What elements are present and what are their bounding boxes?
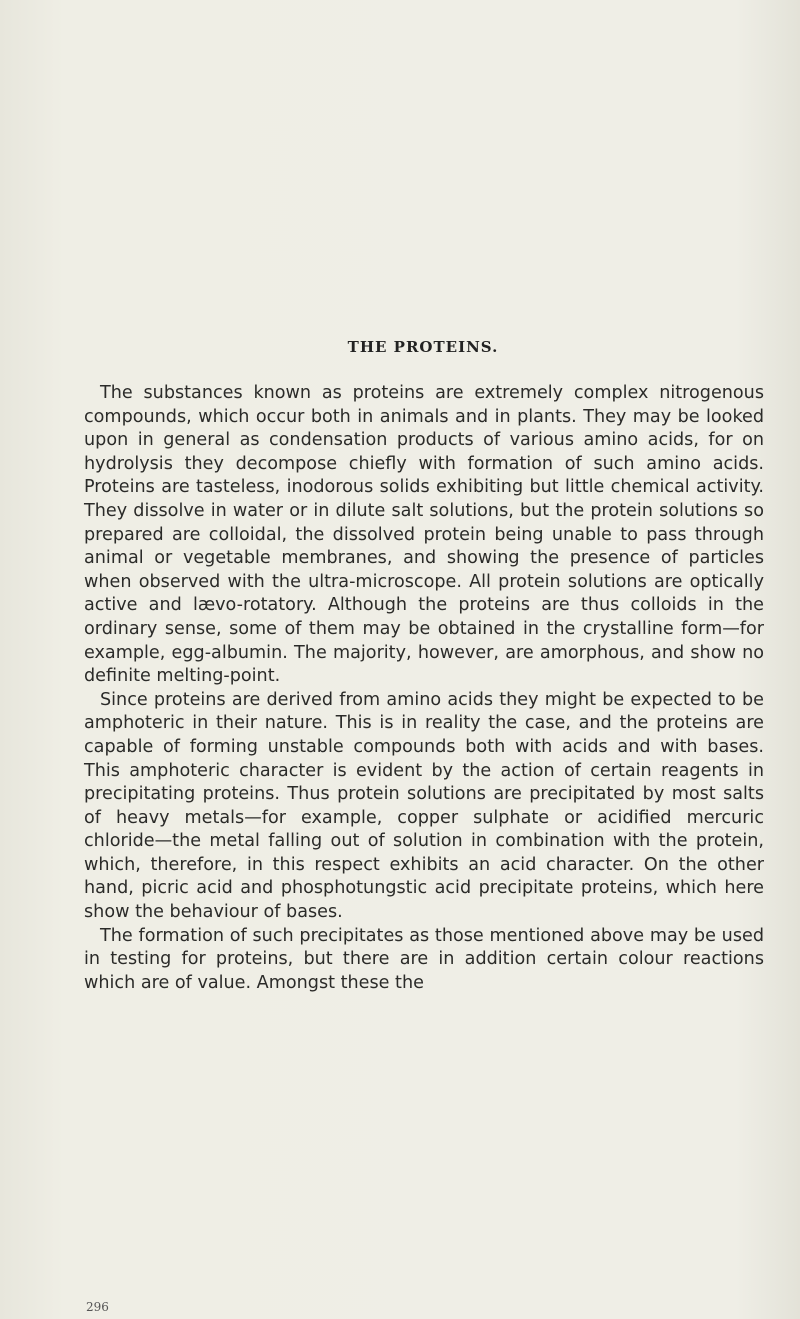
paragraph-2: Since proteins are derived from amino acids they might be expected to be amphoteric in their nature. This is in reality the case, and the proteins are capable of forming unstable compounds both with acids and with bases. This amphoteric character is evident by the action of certain reagents in precipitating proteins. Thus protein solutions are precipitated by most salts of heavy metals—for example, copper sulphate or acidified mercuric chloride—the metal falling out of solution in combination with the protein, which, therefore, in this respect exhibits an acid character. On the other hand, picric acid and phosphotungstic acid precipitate proteins, which here show the behaviour of bases.	[84, 689, 764, 923]
paragraph-3: The formation of such precipitates as those mentioned above may be used in testing for proteins, but there are in addition certain colour reactions which are of value. Amongst these the	[84, 925, 764, 993]
page-number: 296	[86, 1300, 109, 1314]
chapter-title: THE PROTEINS.	[347, 338, 499, 356]
paragraph-1: The substances known as proteins are extremely complex nitrogenous compounds, which occur both in animals and in plants. They may be looked upon in general as condensation products of various amino acids, for on hydrolysis they decompose chiefly with formation of such amino acids. Proteins are tasteless, inodorous solids exhibiting but little chemical activity. They dissolve in water or in dilute salt solutions, but the protein solutions so prepared are colloidal, the dissolved protein being unable to pass through animal or vegetable membranes, and showing the presence of particles when observed with the ultra-microscope. All protein solutions are optically active and lævo-rotatory. Although the proteins are thus colloids in the ordinary sense, some of them may be obtained in the crystalline form—for example, egg-albumin. The majority, however, are amorphous, and show no definite melting-point.	[84, 383, 764, 687]
body-text	[84, 382, 764, 995]
